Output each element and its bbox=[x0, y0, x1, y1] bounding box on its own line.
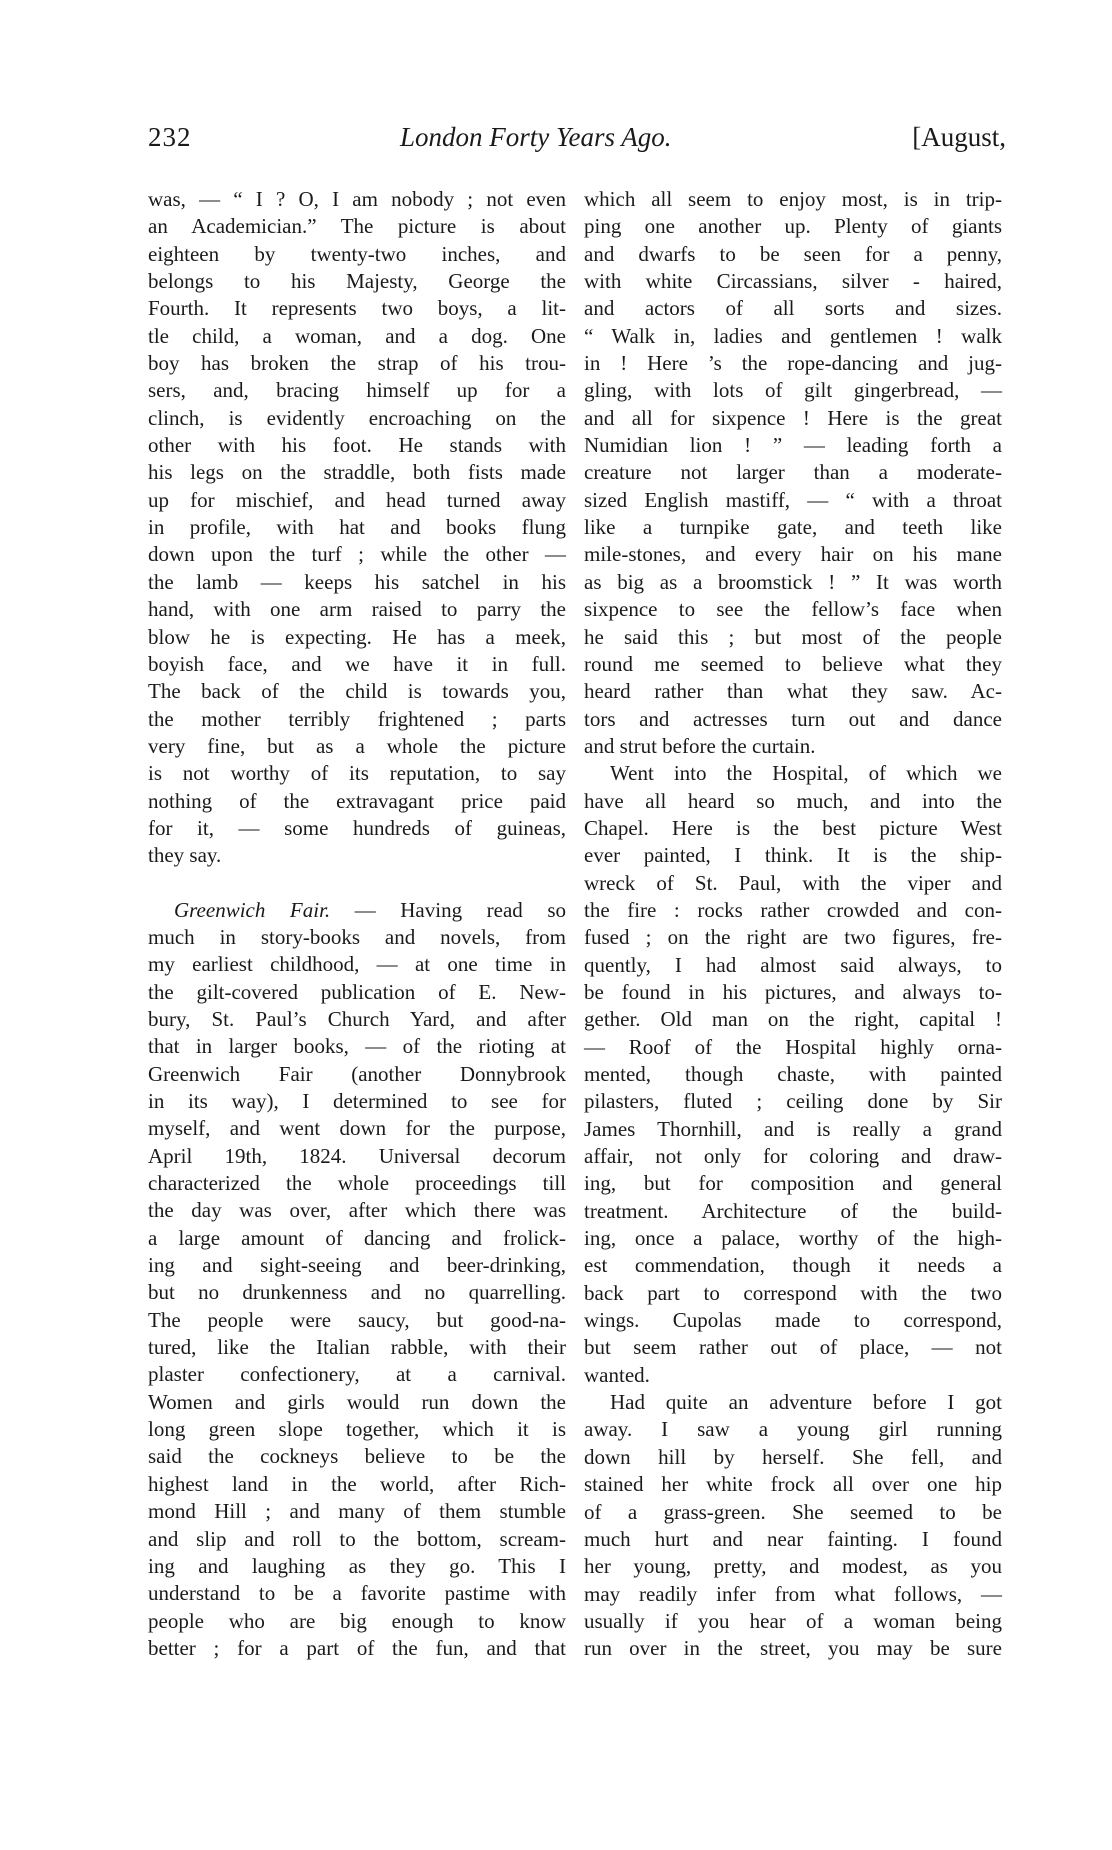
text-line: but seem rather out of place, — not bbox=[584, 1335, 1002, 1360]
text-line: people who are big enough to know bbox=[148, 1608, 566, 1633]
text-line: the gilt-covered publication of E. New- bbox=[148, 979, 566, 1004]
text-line: for it, — some hundreds of guineas, bbox=[148, 815, 566, 840]
text-line: James Thornhill, and is really a grand bbox=[584, 1116, 1002, 1141]
text-line: as big as a broomstick ! ” It was worth bbox=[584, 569, 1002, 594]
text-line: ing, but for composition and general bbox=[584, 1171, 1002, 1196]
paragraph-hospital-chapel bbox=[584, 760, 1002, 1389]
running-title: London Forty Years Ago. bbox=[400, 122, 672, 152]
paragraph-adventure bbox=[584, 1389, 1002, 1662]
text-line: which all seem to enjoy most, is in trip- bbox=[584, 187, 1002, 211]
text-line: that in larger books, — of the rioting at bbox=[148, 1034, 566, 1059]
text-line: in profile, with hat and books flung bbox=[148, 515, 566, 540]
text-line: est commendation, though it needs a bbox=[584, 1253, 1002, 1278]
text-line: was, — “ I ? O, I am nobody ; not even bbox=[148, 187, 566, 211]
text-line: round me seemed to believe what they bbox=[584, 651, 1002, 676]
text-line: and actors of all sorts and sizes. bbox=[584, 296, 1002, 321]
text-line: Greenwich Fair. — Having read so bbox=[174, 897, 566, 922]
text-line: creature not larger than a moderate- bbox=[584, 460, 1002, 485]
text-line: is not worthy of its reputation, to say bbox=[148, 761, 566, 786]
text-line: much in story-books and novels, from bbox=[148, 924, 566, 949]
text-line: blow he is expecting. He has a meek, bbox=[148, 624, 566, 649]
text-line: gether. Old man on the right, capital ! bbox=[584, 1007, 1002, 1032]
running-header bbox=[148, 122, 1006, 162]
text-line: down upon the turf ; while the other — bbox=[148, 542, 566, 567]
page-number: 232 bbox=[148, 122, 192, 152]
text-line: the lamb — keeps his satchel in his bbox=[148, 569, 566, 594]
text-line: mond Hill ; and many of them stumble bbox=[148, 1499, 566, 1524]
text-line: belongs to his Majesty, George the bbox=[148, 269, 566, 294]
text-line: nothing of the extravagant price paid bbox=[148, 788, 566, 813]
paragraph-picture-description bbox=[148, 186, 566, 870]
text-line: Numidian lion ! ” — leading forth a bbox=[584, 433, 1002, 458]
text-line: in its way), I determined to see for bbox=[148, 1089, 566, 1113]
text-line: sized English mastiff, — “ with a throat bbox=[584, 487, 1002, 512]
text-line: and all for sixpence ! Here is the great bbox=[584, 405, 1002, 430]
text-line: my earliest childhood, — at one time in bbox=[148, 952, 566, 977]
text-line: heard rather than what they saw. Ac- bbox=[584, 679, 1002, 704]
text-line: sers, and, bracing himself up for a bbox=[148, 378, 566, 403]
text-line: the day was over, after which there was bbox=[148, 1198, 566, 1223]
text-line: treatment. Architecture of the build- bbox=[584, 1198, 1002, 1223]
text-line: and dwarfs to be seen for a penny, bbox=[584, 241, 1002, 266]
text-line: like a turnpike gate, and teeth like bbox=[584, 515, 1002, 540]
text-line: ing and laughing as they go. This I bbox=[148, 1553, 566, 1578]
text-line: Had quite an adventure before I got bbox=[610, 1390, 1002, 1415]
text-line: away. I saw a young girl running bbox=[584, 1417, 1002, 1442]
text-line: of a grass-green. She seemed to be bbox=[584, 1499, 1002, 1524]
text-line: his legs on the straddle, both fists made bbox=[148, 460, 566, 485]
text-line: ing and sight-seeing and beer-drinking, bbox=[148, 1253, 566, 1278]
text-line: pilasters, fluted ; ceiling done by Sir bbox=[584, 1089, 1002, 1114]
text-line: they say. bbox=[148, 843, 222, 868]
text-line: myself, and went down for the purpose, bbox=[148, 1116, 566, 1141]
text-line: tured, like the Italian rabble, with their bbox=[148, 1335, 566, 1360]
text-line: wings. Cupolas made to correspond, bbox=[584, 1308, 1002, 1333]
text-line: better ; for a part of the fun, and that bbox=[148, 1635, 566, 1660]
section-heading-greenwich-fair: Greenwich Fair. bbox=[174, 897, 331, 922]
text-line: Went into the Hospital, of which we bbox=[610, 761, 1002, 786]
text-line: tle child, a woman, and a dog. One bbox=[148, 323, 566, 348]
text-line: and slip and roll to the bottom, scream- bbox=[148, 1526, 566, 1551]
text-line: ping one another up. Plenty of giants bbox=[584, 214, 1002, 239]
text-line: in ! Here ’s the rope-dancing and jug- bbox=[584, 351, 1002, 376]
text-line: have all heard so much, and into the bbox=[584, 788, 1002, 813]
text-line: hand, with one arm raised to parry the bbox=[148, 597, 566, 622]
text-line: much hurt and near fainting. I found bbox=[584, 1526, 1002, 1551]
text-line: sixpence to see the fellow’s face when bbox=[584, 597, 1002, 622]
text-line: clinch, is evidently encroaching on the bbox=[148, 405, 566, 430]
right-column bbox=[584, 186, 1002, 1663]
text-line: with white Circassians, silver - haired, bbox=[584, 269, 1002, 294]
text-line: The back of the child is towards you, bbox=[148, 679, 566, 704]
text-line: said the cockneys believe to be the bbox=[148, 1444, 566, 1469]
text-line: long green slope together, which it is bbox=[148, 1417, 566, 1442]
text-line: boy has broken the strap of his trou- bbox=[148, 351, 566, 376]
text-line: wanted. bbox=[584, 1362, 650, 1387]
text-line: but no drunkenness and no quarrelling. bbox=[148, 1280, 566, 1305]
text-line: gling, with lots of gilt gingerbread, — bbox=[584, 378, 1002, 403]
text-line: understand to be a favorite pastime with bbox=[148, 1581, 566, 1606]
text-line: wreck of St. Paul, with the viper and bbox=[584, 870, 1002, 895]
text-line: up for mischief, and head turned away bbox=[148, 487, 566, 512]
text-line: a large amount of dancing and frolick- bbox=[148, 1225, 566, 1250]
text-line: other with his foot. He stands with bbox=[148, 433, 566, 458]
text-line: fused ; on the right are two figures, fre- bbox=[584, 925, 1002, 950]
text-line: The people were saucy, but good-na- bbox=[148, 1307, 566, 1332]
text-line: back part to correspond with the two bbox=[584, 1280, 1002, 1305]
text-line: — Roof of the Hospital highly orna- bbox=[584, 1034, 1002, 1059]
text-line: Chapel. Here is the best picture West bbox=[584, 815, 1002, 840]
text-line: plaster confectionery, at a carnival. bbox=[148, 1362, 566, 1387]
text-line: April 19th, 1824. Universal decorum bbox=[148, 1143, 566, 1168]
text-line: tors and actresses turn out and dance bbox=[584, 706, 1002, 731]
text-line: Women and girls would run down the bbox=[148, 1389, 566, 1414]
text-line: run over in the street, you may be sure bbox=[584, 1636, 1002, 1661]
text-line: Fourth. It represents two boys, a lit- bbox=[148, 296, 566, 321]
text-line: he said this ; but most of the people bbox=[584, 624, 1002, 649]
text-line: “ Walk in, ladies and gentlemen ! walk bbox=[584, 323, 1002, 348]
text-line: stained her white frock all over one hip bbox=[584, 1472, 1002, 1497]
text-line: down hill by herself. She fell, and bbox=[584, 1444, 1002, 1469]
text-line: her young, pretty, and modest, as you bbox=[584, 1554, 1002, 1579]
text-line: boyish face, and we have it in full. bbox=[148, 651, 566, 676]
text-line: affair, not only for coloring and draw- bbox=[584, 1144, 1002, 1169]
text-line: be found in his pictures, and always to- bbox=[584, 979, 1002, 1004]
text-line: characterized the whole proceedings till bbox=[148, 1171, 566, 1196]
text-line: ever painted, I think. It is the ship- bbox=[584, 843, 1002, 868]
left-column bbox=[148, 186, 566, 1662]
text-line: and strut before the curtain. bbox=[584, 733, 816, 758]
text-line: very fine, but as a whole the picture bbox=[148, 733, 566, 758]
text-line: the mother terribly frightened ; parts bbox=[148, 706, 566, 731]
text-line: mented, though chaste, with painted bbox=[584, 1062, 1002, 1086]
text-line: may readily infer from what follows, — bbox=[584, 1581, 1002, 1606]
section-gap bbox=[148, 870, 566, 897]
section-month: [August, bbox=[912, 122, 1006, 152]
text-line: an Academician.” The picture is about bbox=[148, 214, 566, 239]
text-line: mile-stones, and every hair on his mane bbox=[584, 542, 1002, 567]
text-line: Greenwich Fair (another Donnybrook bbox=[148, 1061, 566, 1086]
text-line: ing, once a palace, worthy of the high- bbox=[584, 1226, 1002, 1251]
text-line: the fire : rocks rather crowded and con- bbox=[584, 897, 1002, 922]
paragraph-greenwich-fair bbox=[148, 897, 566, 1663]
text-line: highest land in the world, after Rich- bbox=[148, 1471, 566, 1496]
text-line: bury, St. Paul’s Church Yard, and after bbox=[148, 1006, 566, 1031]
paragraph-fair-shows bbox=[584, 186, 1002, 760]
text-line: usually if you hear of a woman being bbox=[584, 1608, 1002, 1633]
text-line: eighteen by twenty-two inches, and bbox=[148, 241, 566, 266]
text-line: quently, I had almost said always, to bbox=[584, 952, 1002, 977]
